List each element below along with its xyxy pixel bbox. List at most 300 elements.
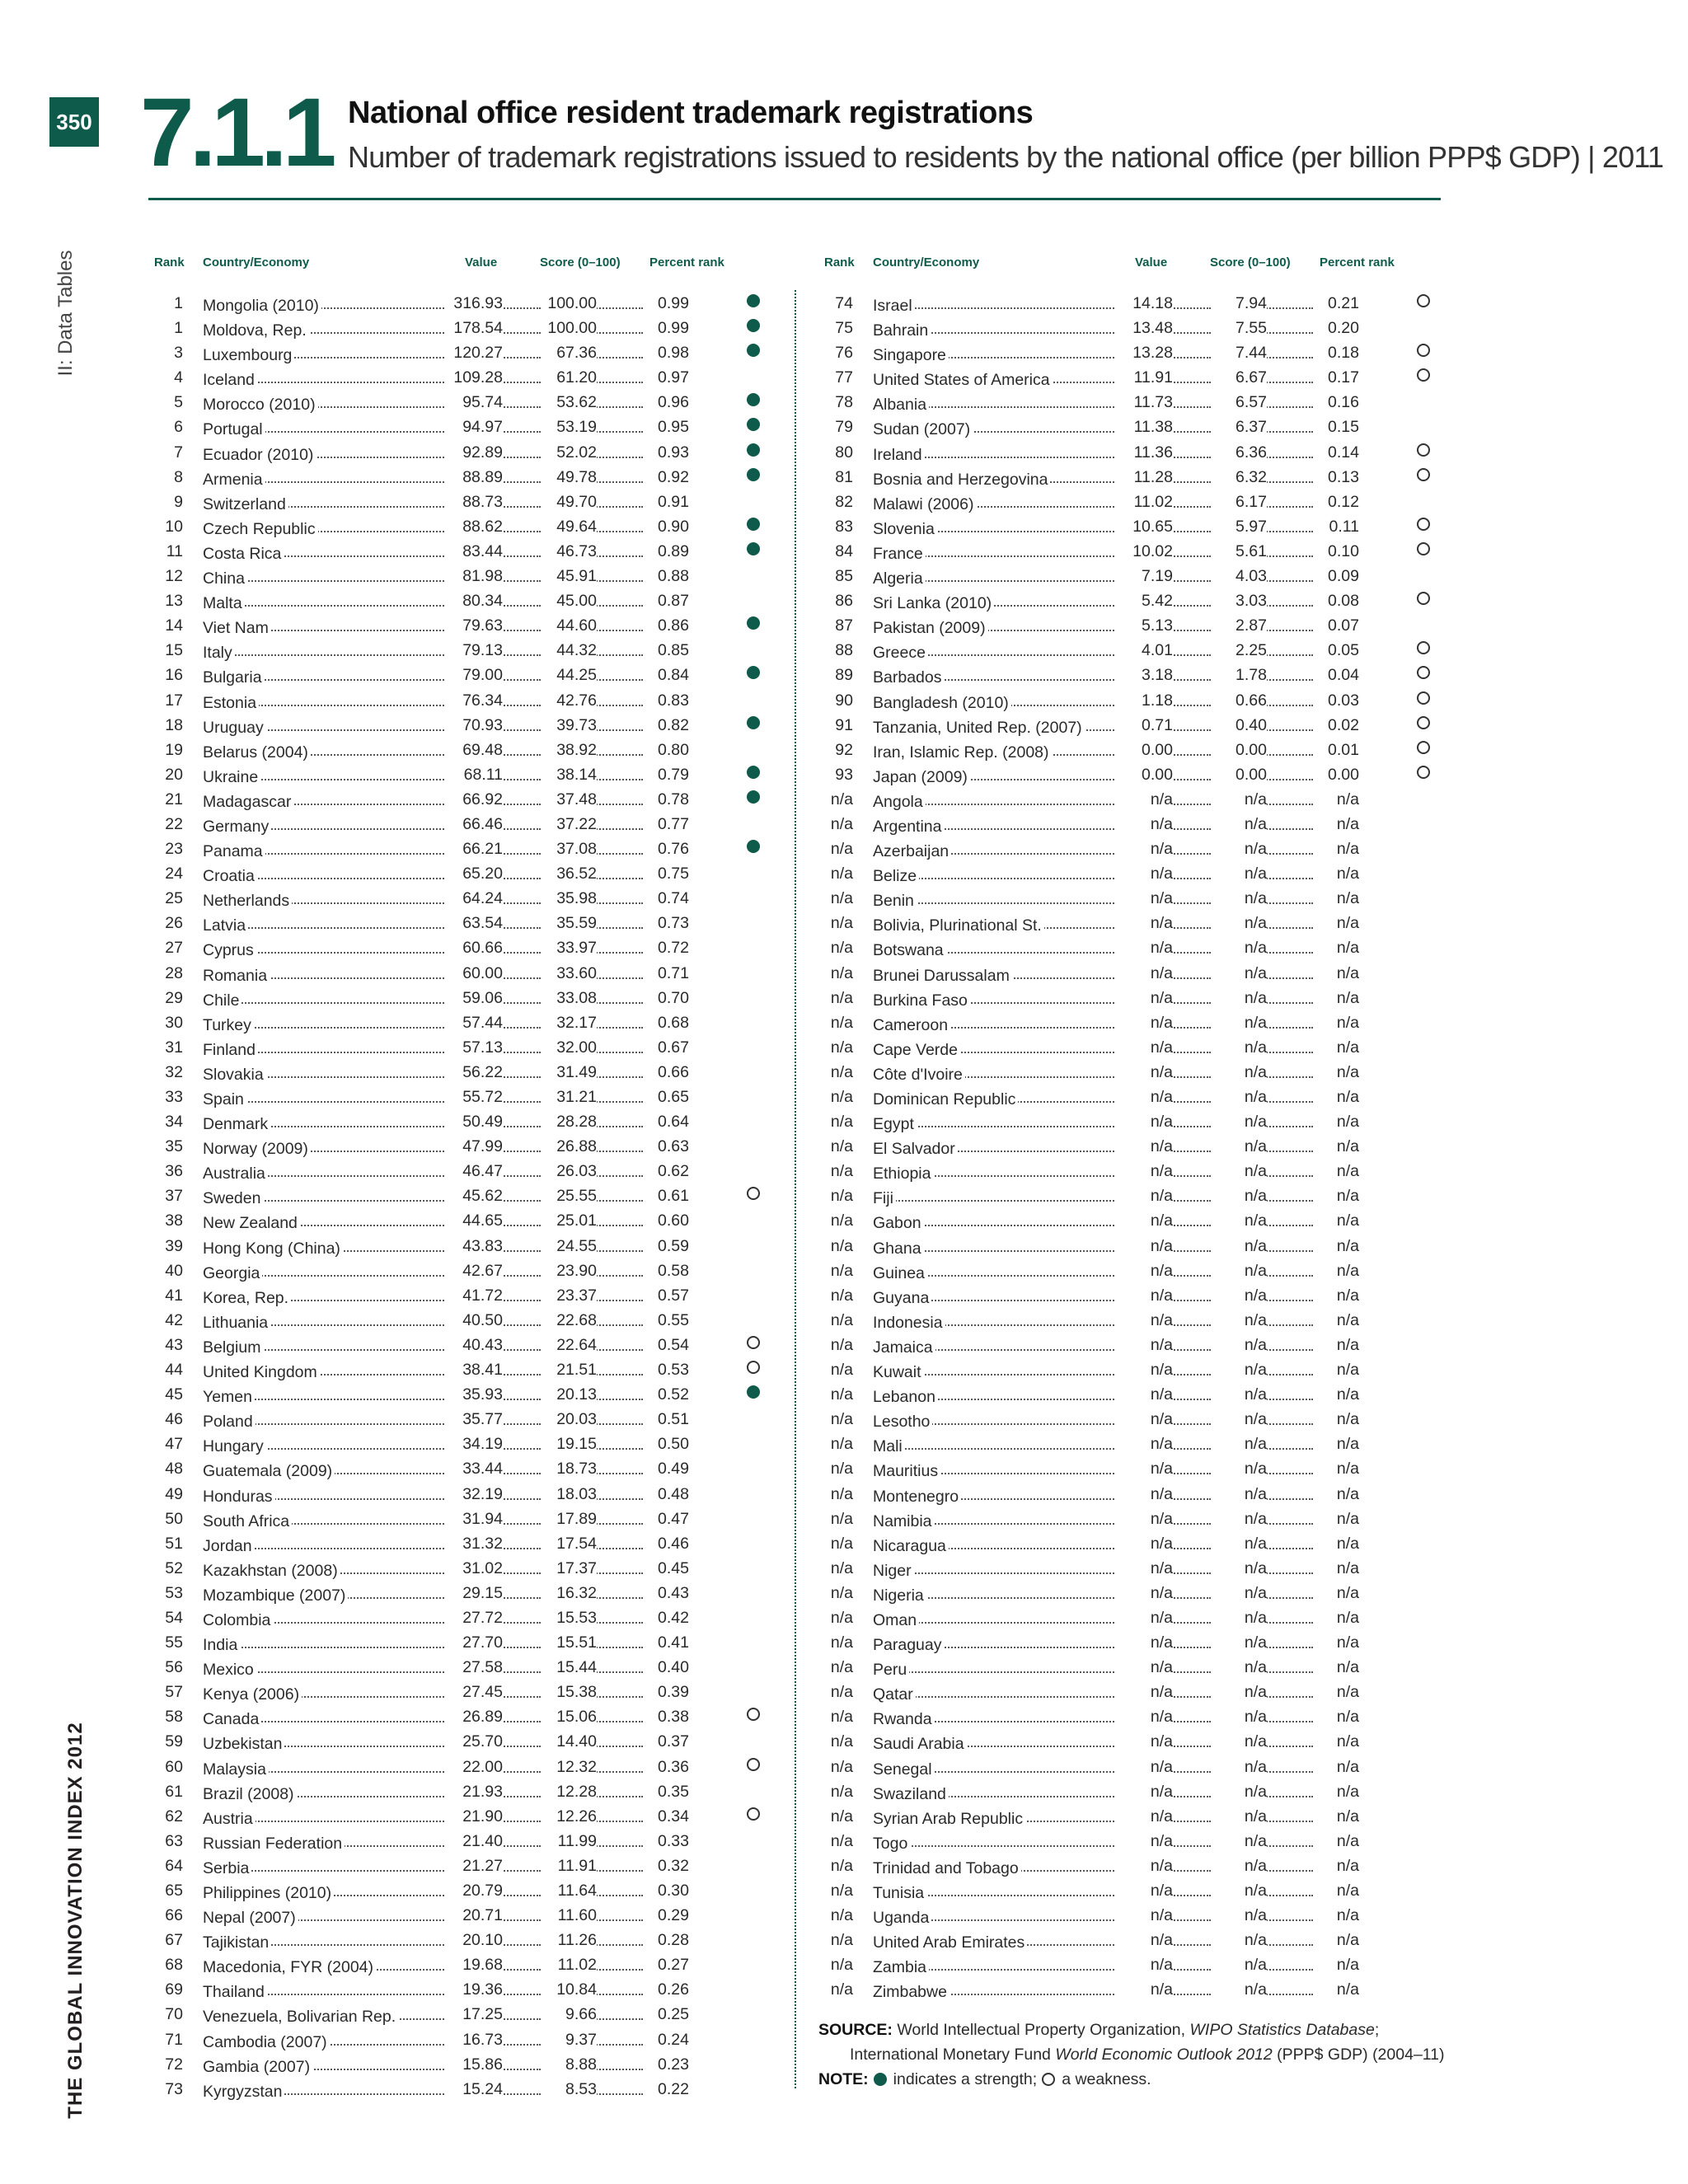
- score-cell: 31.49: [541, 1063, 597, 1082]
- table-row: [818, 1011, 1445, 1036]
- rank-cell: 16: [165, 666, 183, 685]
- value-cell: n/a: [1115, 1137, 1173, 1156]
- dot-leader: [1264, 1721, 1313, 1722]
- percent-rank-cell: n/a: [1313, 1336, 1359, 1355]
- score-cell: 0.00: [1211, 766, 1267, 785]
- score-cell: n/a: [1211, 1807, 1267, 1826]
- header-value: Value: [1135, 255, 1168, 269]
- dot-leader: [1168, 804, 1211, 805]
- weakness-circle-icon: [1417, 443, 1430, 457]
- rank-cell: 87: [835, 616, 853, 635]
- score-cell: 9.66: [541, 2005, 597, 2024]
- value-cell: 1.18: [1115, 691, 1173, 710]
- rank-cell: 54: [165, 1608, 183, 1627]
- country-cell: [203, 865, 257, 886]
- strength-dot-icon: [747, 294, 760, 307]
- country-cell: [873, 914, 1044, 933]
- country-name: Georgia: [203, 1264, 262, 1282]
- weakness-circle-icon: [747, 1807, 760, 1821]
- weakness-circle-icon: [747, 1708, 760, 1721]
- score-cell: 33.08: [541, 989, 597, 1008]
- rank-cell: 21: [165, 790, 183, 808]
- value-cell: n/a: [1115, 1485, 1173, 1504]
- rank-cell: n/a: [830, 1732, 853, 1751]
- country-cell: [873, 815, 944, 834]
- dot-leader: [498, 1175, 541, 1177]
- country-name: Ethiopia: [873, 1165, 933, 1183]
- rank-cell: n/a: [830, 1460, 853, 1479]
- rank-cell: 55: [165, 1633, 183, 1652]
- country-cell: [873, 518, 937, 537]
- score-cell: 11.02: [541, 1956, 597, 1975]
- value-cell: n/a: [1115, 1014, 1173, 1033]
- country-cell: [203, 815, 271, 834]
- dot-leader: [1168, 1423, 1211, 1425]
- rank-cell: 79: [835, 418, 853, 437]
- table-row: [148, 962, 775, 987]
- dot-leader: [1168, 1622, 1211, 1624]
- country-cell: [203, 418, 265, 437]
- dot-leader: [498, 1101, 541, 1103]
- country-cell: [873, 840, 951, 859]
- percent-rank-cell: 0.99: [643, 294, 689, 313]
- country-cell: [203, 1187, 263, 1206]
- country-cell: [203, 1832, 345, 1851]
- rank-cell: 36: [165, 1162, 183, 1181]
- country-cell: [203, 1807, 256, 1826]
- country-name: Viet Nam: [203, 619, 271, 637]
- table-row: [818, 887, 1445, 912]
- table-row: [148, 1879, 775, 1904]
- score-cell: 20.03: [541, 1410, 597, 1429]
- dot-leader: [593, 1473, 643, 1474]
- table-row: [818, 1730, 1445, 1755]
- value-cell: n/a: [1115, 1113, 1173, 1132]
- country-name: China: [203, 569, 247, 588]
- dot-leader: [1168, 1126, 1211, 1127]
- dot-leader: [498, 1845, 541, 1847]
- strength-dot-icon: [747, 840, 760, 853]
- dot-leader: [593, 828, 643, 830]
- table-row: [818, 1830, 1445, 1854]
- value-cell: 88.89: [445, 468, 503, 487]
- dot-leader: [1264, 1300, 1313, 1301]
- rank-cell: 72: [165, 2055, 183, 2074]
- score-cell: n/a: [1211, 1535, 1267, 1554]
- dot-leader: [498, 1250, 541, 1252]
- dot-leader: [1168, 506, 1211, 508]
- dot-leader: [498, 1796, 541, 1797]
- percent-rank-cell: 0.22: [643, 2080, 689, 2099]
- table-row: [818, 1358, 1445, 1383]
- country-name: Chile: [203, 991, 241, 1010]
- header-country: Country/Economy: [203, 255, 310, 269]
- table-row: [818, 689, 1445, 714]
- score-cell: 100.00: [541, 294, 597, 313]
- strength-dot-icon: [747, 542, 760, 555]
- value-cell: 64.24: [445, 889, 503, 908]
- rank-cell: 12: [165, 567, 183, 586]
- dot-leader: [1168, 1225, 1211, 1226]
- weakness-circle-icon: [1417, 641, 1430, 654]
- rank-cell: n/a: [830, 1013, 853, 1032]
- dot-leader: [593, 1300, 643, 1301]
- percent-rank-cell: n/a: [1313, 964, 1359, 983]
- country-cell: [203, 766, 260, 785]
- dot-leader: [1168, 1919, 1211, 1921]
- score-cell: 23.90: [541, 1262, 597, 1281]
- dot-leader: [593, 2044, 643, 2046]
- rank-cell: 78: [835, 393, 853, 412]
- rank-cell: n/a: [830, 1583, 853, 1602]
- dot-leader: [1264, 1870, 1313, 1872]
- country-name: Barbados: [873, 668, 944, 687]
- table-row: [148, 663, 775, 688]
- country-name: United Arab Emirates: [873, 1933, 1027, 1952]
- value-cell: 95.74: [445, 393, 503, 412]
- rank-cell: n/a: [830, 1212, 853, 1230]
- dot-leader: [498, 2093, 541, 2095]
- score-cell: n/a: [1211, 1609, 1267, 1628]
- dot-leader: [1168, 1002, 1211, 1004]
- value-cell: n/a: [1115, 1535, 1173, 1554]
- value-cell: 20.10: [445, 1931, 503, 1950]
- dot-leader: [1168, 1349, 1211, 1351]
- percent-rank-cell: 0.03: [1313, 691, 1359, 710]
- score-cell: 33.60: [541, 964, 597, 983]
- weakness-circle-icon: [747, 1187, 760, 1200]
- rank-cell: n/a: [830, 1608, 853, 1627]
- country-cell: [873, 443, 925, 462]
- country-name: Mexico: [203, 1661, 256, 1679]
- weakness-circle-icon: [1417, 592, 1430, 605]
- table-row: [148, 1854, 775, 1879]
- dot-leader: [1264, 1548, 1313, 1549]
- score-cell: 35.59: [541, 914, 597, 933]
- value-cell: 57.13: [445, 1038, 503, 1057]
- country-cell: [873, 1758, 935, 1777]
- country-name: Belize: [873, 867, 919, 885]
- value-cell: n/a: [1115, 1609, 1173, 1628]
- dot-leader: [1168, 1175, 1211, 1177]
- dot-leader: [498, 1027, 541, 1029]
- table-row: [148, 292, 775, 316]
- table-row: [818, 1432, 1445, 1457]
- country-cell: [203, 1262, 262, 1281]
- value-cell: n/a: [1115, 1435, 1173, 1454]
- country-name: Canada: [203, 1710, 261, 1728]
- country-name: Belarus (2004): [203, 743, 311, 762]
- page-title: National office resident trademark registrations: [348, 96, 1034, 130]
- dot-leader: [1264, 605, 1313, 607]
- country-cell: [873, 1485, 961, 1504]
- country-cell: [203, 1286, 291, 1305]
- dot-leader: [1264, 1994, 1313, 1995]
- table-row: [818, 1085, 1445, 1110]
- dot-leader: [593, 1076, 643, 1078]
- country-cell: [873, 616, 988, 638]
- score-cell: n/a: [1211, 1361, 1267, 1380]
- dot-leader: [1264, 1969, 1313, 1971]
- country-cell: [873, 1014, 950, 1033]
- percent-rank-cell: n/a: [1313, 1014, 1359, 1033]
- dot-leader: [593, 977, 643, 979]
- percent-rank-cell: 0.36: [643, 1758, 689, 1777]
- country-name: Algeria: [873, 569, 926, 588]
- dot-leader: [1168, 1076, 1211, 1078]
- score-cell: 49.78: [541, 468, 597, 487]
- dot-leader: [593, 1796, 643, 1797]
- rank-cell: 25: [165, 889, 183, 908]
- table-row: [148, 2028, 775, 2053]
- country-cell: [873, 1683, 916, 1702]
- percent-rank-cell: 0.92: [643, 468, 689, 487]
- dot-leader: [1168, 431, 1211, 433]
- percent-rank-cell: 0.25: [643, 2005, 689, 2024]
- value-cell: 15.86: [445, 2055, 503, 2074]
- dot-leader: [593, 357, 643, 359]
- rank-cell: 38: [165, 1212, 183, 1230]
- country-cell: [203, 1906, 298, 1928]
- table-row: [148, 987, 775, 1011]
- value-cell: 88.73: [445, 493, 503, 512]
- country-cell: [203, 666, 265, 685]
- rank-cell: n/a: [830, 814, 853, 833]
- dot-leader: [498, 1275, 541, 1277]
- value-cell: 80.34: [445, 592, 503, 611]
- score-cell: 49.70: [541, 493, 597, 512]
- score-cell: n/a: [1211, 840, 1267, 859]
- value-cell: 63.54: [445, 914, 503, 933]
- table-row: [818, 862, 1445, 887]
- table-row: [818, 366, 1445, 391]
- country-name: Senegal: [873, 1760, 935, 1779]
- dot-leader: [1264, 1498, 1313, 1500]
- dot-leader: [1264, 729, 1313, 731]
- percent-rank-cell: 0.32: [643, 1857, 689, 1876]
- country-cell: [203, 741, 311, 760]
- country-name: Colombia: [203, 1611, 273, 1629]
- source-text: World Intellectual Property Organization,: [897, 2021, 1186, 2039]
- value-cell: 88.62: [445, 518, 503, 537]
- header-score: Score (0–100): [540, 255, 621, 269]
- country-cell: [873, 1882, 926, 1900]
- dot-leader: [1168, 705, 1211, 706]
- percent-rank-cell: 0.57: [643, 1286, 689, 1305]
- dot-leader: [1264, 1052, 1313, 1053]
- rank-cell: 88: [835, 641, 853, 660]
- score-cell: 6.17: [1211, 493, 1267, 512]
- dot-leader: [1168, 729, 1211, 731]
- dot-leader: [593, 1349, 643, 1351]
- source-label: SOURCE:: [818, 2021, 893, 2039]
- country-cell: [873, 666, 944, 685]
- value-cell: n/a: [1115, 1584, 1173, 1603]
- country-name: Nigeria: [873, 1586, 926, 1605]
- value-cell: 66.46: [445, 815, 503, 834]
- percent-rank-cell: 0.76: [643, 840, 689, 859]
- country-cell: [203, 1658, 256, 1680]
- score-cell: 5.61: [1211, 542, 1267, 561]
- value-cell: 40.43: [445, 1336, 503, 1355]
- dot-leader: [1168, 1498, 1211, 1500]
- source-notes: [818, 2018, 1445, 2092]
- country-name: Panama: [203, 842, 265, 860]
- value-cell: 11.36: [1115, 443, 1173, 462]
- table-row: [818, 1383, 1445, 1408]
- percent-rank-cell: n/a: [1313, 1510, 1359, 1529]
- rank-cell: 14: [165, 616, 183, 635]
- table-row: [148, 1061, 775, 1085]
- dot-leader: [593, 1126, 643, 1127]
- country-cell: [873, 1286, 931, 1305]
- country-cell: [203, 1014, 254, 1033]
- percent-rank-cell: 0.63: [643, 1137, 689, 1156]
- country-name: Sudan (2007): [873, 420, 973, 438]
- value-cell: n/a: [1115, 1162, 1173, 1181]
- country-cell: [873, 1113, 917, 1132]
- dot-leader: [1264, 1126, 1313, 1127]
- rank-cell: 31: [165, 1038, 183, 1057]
- rank-cell: n/a: [830, 1162, 853, 1181]
- dot-leader: [498, 779, 541, 780]
- table-row: [148, 1507, 775, 1532]
- value-cell: 11.73: [1115, 393, 1173, 412]
- score-cell: n/a: [1211, 1758, 1267, 1777]
- dot-leader: [593, 1151, 643, 1152]
- percent-rank-cell: 0.75: [643, 865, 689, 883]
- table-row: [148, 341, 775, 366]
- value-cell: 46.47: [445, 1162, 503, 1181]
- value-cell: 22.00: [445, 1758, 503, 1777]
- percent-rank-cell: 0.09: [1313, 567, 1359, 586]
- country-cell: [873, 468, 1050, 487]
- value-cell: 13.28: [1115, 344, 1173, 363]
- country-name: Korea, Rep.: [203, 1289, 291, 1307]
- country-cell: [203, 790, 293, 809]
- rank-cell: 86: [835, 592, 853, 611]
- score-cell: 0.40: [1211, 716, 1267, 735]
- value-cell: 3.18: [1115, 666, 1173, 685]
- dot-leader: [1168, 531, 1211, 532]
- table-row: [818, 1135, 1445, 1160]
- country-cell: [873, 1559, 914, 1578]
- score-cell: 7.55: [1211, 319, 1267, 338]
- country-cell: [873, 1311, 945, 1330]
- country-cell: [203, 691, 259, 710]
- country-cell: [873, 1361, 924, 1380]
- dot-leader: [1264, 332, 1313, 334]
- country-cell: [873, 1708, 935, 1727]
- percent-rank-cell: n/a: [1313, 1162, 1359, 1181]
- percent-rank-cell: 0.66: [643, 1063, 689, 1082]
- value-cell: 60.00: [445, 964, 503, 983]
- table-row: [818, 1408, 1445, 1432]
- left-table: [148, 249, 775, 2102]
- country-name: Turkey: [203, 1016, 254, 1034]
- dot-leader: [1168, 332, 1211, 334]
- country-cell: [873, 1162, 933, 1181]
- value-cell: 4.01: [1115, 641, 1173, 660]
- percent-rank-cell: 0.80: [643, 741, 689, 760]
- country-cell: [873, 1063, 965, 1082]
- dot-leader: [1264, 1523, 1313, 1525]
- value-cell: n/a: [1115, 1732, 1173, 1751]
- percent-rank-cell: n/a: [1313, 1385, 1359, 1404]
- table-row: [148, 565, 775, 589]
- rank-cell: 41: [165, 1286, 183, 1305]
- table-row: [148, 714, 775, 738]
- dot-leader: [498, 357, 541, 359]
- percent-rank-cell: 0.05: [1313, 641, 1359, 660]
- dot-leader: [1264, 1151, 1313, 1152]
- rank-cell: 71: [165, 2030, 183, 2049]
- score-cell: n/a: [1211, 1460, 1267, 1479]
- dot-leader: [593, 1027, 643, 1029]
- dot-leader: [593, 2069, 643, 2070]
- table-row: [818, 1284, 1445, 1309]
- country-name: Japan (2009): [873, 768, 970, 786]
- rank-cell: 4: [174, 368, 183, 387]
- dot-leader: [498, 1324, 541, 1326]
- rank-cell: n/a: [830, 939, 853, 958]
- score-cell: 28.28: [541, 1113, 597, 1132]
- table-row: [148, 1483, 775, 1507]
- dot-leader: [593, 1250, 643, 1252]
- score-cell: 22.68: [541, 1311, 597, 1330]
- dot-leader: [593, 1101, 643, 1103]
- dot-leader: [498, 902, 541, 904]
- dot-leader: [498, 1895, 541, 1896]
- percent-rank-cell: 0.07: [1313, 616, 1359, 635]
- rank-cell: 45: [165, 1385, 183, 1404]
- percent-rank-cell: 0.14: [1313, 443, 1359, 462]
- percent-rank-cell: 0.45: [643, 1559, 689, 1578]
- rank-cell: n/a: [830, 1534, 853, 1553]
- score-cell: n/a: [1211, 1311, 1267, 1330]
- dot-leader: [498, 927, 541, 929]
- rank-cell: n/a: [830, 1509, 853, 1528]
- dot-leader: [498, 481, 541, 483]
- table-row: [818, 1036, 1445, 1061]
- score-cell: 11.60: [541, 1906, 597, 1925]
- score-cell: n/a: [1211, 1732, 1267, 1751]
- score-cell: n/a: [1211, 1931, 1267, 1950]
- country-cell: [203, 2005, 398, 2027]
- percent-rank-cell: 0.02: [1313, 716, 1359, 735]
- table-row: [148, 1805, 775, 1830]
- country-cell: [203, 1460, 335, 1479]
- dot-leader: [1264, 828, 1313, 830]
- rank-cell: n/a: [830, 1484, 853, 1503]
- dot-leader: [593, 1399, 643, 1400]
- table-row: [148, 1557, 775, 1582]
- value-cell: 83.44: [445, 542, 503, 561]
- country-cell: [873, 1980, 950, 2002]
- value-cell: 57.44: [445, 1014, 503, 1033]
- country-cell: [203, 641, 235, 663]
- country-cell: [203, 319, 309, 338]
- right-table: [818, 249, 1445, 2003]
- score-cell: 37.08: [541, 840, 597, 859]
- dot-leader: [498, 1548, 541, 1549]
- country-cell: [203, 493, 288, 512]
- dot-leader: [1264, 1746, 1313, 1747]
- percent-rank-cell: 0.23: [643, 2055, 689, 2074]
- table-row: [148, 1383, 775, 1408]
- dot-leader: [1168, 1647, 1211, 1648]
- strength-dot-icon: [747, 518, 760, 531]
